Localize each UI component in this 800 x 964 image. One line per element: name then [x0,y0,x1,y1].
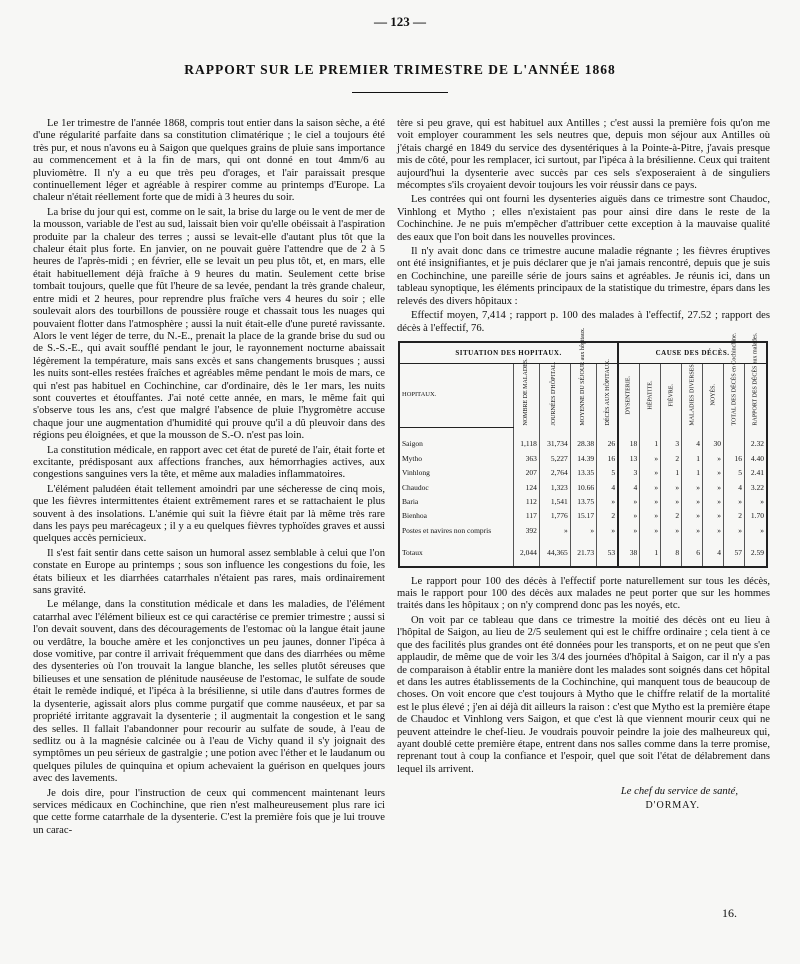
hospital-statistics-table [398,328,768,568]
title-rule [352,92,448,93]
paragraph: La constitution médicale, en rapport avec cet état de pureté de l'air, était forte et excitante, prédisposant aux affections franches, aux hémorrhagies actives, aux congestions sanguines vers la tête, et même aux maladies inflammatoires. [33,444,385,481]
table-cell: 38 [618,538,640,566]
table-cell: 1.70 [744,509,767,523]
table-cell: » [703,481,724,495]
paragraph: L'élément paludéen était tellement amoindri par une sécheresse de cinq mois, que les fièvres intermittentes étaient extrêmement rares et se rattachaient le plus souvent à des insolations. L'anémie qui suit la fièvre était par là même très rare dans les pays peu marécageux ; il y a eu quelques fièvres typhoïdes graves et aussi quelques accès pernicieux. [33,483,385,545]
table-cell: » [682,481,703,495]
table-cell: » [618,495,640,509]
table-group-header: SITUATION DES HOPITAUX. [399,342,618,364]
table-cell: 14.39 [570,452,596,466]
table-column-header: RAPPORT DES DÉCÈS aux malades. [744,363,767,428]
table-column-header: MALADIES DIVERSES. [682,363,703,428]
table-cell: 13 [618,452,640,466]
table-row [399,481,767,495]
table-cell: 31,734 [539,428,570,452]
paragraph: Le 1er trimestre de l'année 1868, compris tout entier dans la saison sèche, a été d'une régularité parfaite dans sa constitution climatérique ; le ciel a toujours été très pur, et nous n'avons eu à Saigon que quelques grains de pluie sans importance au commencement et à la fin de mars, qui ont donné en tout 4mm/6 au pluviomètre. Il n'y a eu que très peu d'orages, et l'air paraissait presque continuellement léger et agréable à respirer comme au printemps d'Europe. La chaleur n'était réellement forte que de midi à 3 heures du soir. [33,118,385,204]
table-cell: 5 [724,466,745,480]
table-cell: 4 [597,481,619,495]
table-cell: 4.40 [744,452,767,466]
table-cell: 2 [661,509,682,523]
table-cell [724,428,745,452]
table-row [399,428,767,452]
hospital-name-cell: Postes et navires non compris [402,525,492,535]
sheet-number: 16. [722,906,737,920]
paragraph: tère si peu grave, qui est habituel aux Antilles ; c'est aussi la première fois qu'on me voit employer couramment les sels neutres que, depuis mon séjour aux Antilles où j'étais chargé en 1849 du service des dysentériques à la Pointe-à-Pitre, j'avais presque mis de côté, pour les remplacer, ici surtout, par l'ipéca à la brésilienne. Ceux qui traitent aujourd'hui la dysenterie avec succès par ces sels s'exposeraient à de singuliers mécomptes s'ils croyaient devoir toujours les voir réussir dans ce pays. [397,118,770,192]
paragraph: Effectif moyen, 7,414 ; rapport p. 100 des malades à l'effectif, 27.52 ; rapport des décès à l'effectif, 76. [397,310,770,334]
table-cell: 2 [661,452,682,466]
table-cell: 28.38 [570,428,596,452]
table-cell: 3.22 [744,481,767,495]
table-cell: 16 [724,452,745,466]
hospital-name-cell: Vinhlong [402,468,430,478]
table-body [399,428,767,567]
hospital-name-cell: Mytho [402,453,423,463]
table-row [399,524,767,538]
table-cell: 1 [661,466,682,480]
table-group-header: CAUSE DES DÉCÈS. [618,342,767,364]
table-cell: » [618,509,640,523]
paragraph: Je dois dire, pour l'instruction de ceux qui commencent maintenant leurs services médicaux en Cochinchine, que rien n'est malheureusement plus rare ici que cette forme catarrhale de la dysenterie. C'est la première fois que je lui trouve un carac- [33,787,385,836]
table-cell: 16 [597,452,619,466]
table-cell: 1 [682,452,703,466]
table-cell: 392 [513,524,539,538]
table-cell: » [703,495,724,509]
table-cell: » [640,524,661,538]
paragraph: Il s'est fait sentir dans cette saison un humoral assez semblable à celui que l'on constate en Europe au printemps ; sous son influence les congestions du foie, les états bilieux et les diarrhées catarrhales n'étaient pas rares, mais ordinairement sans gravité. [33,547,385,597]
table-cell: 21.73 [570,538,596,566]
signature-name: D'ORMAY. [645,799,700,811]
table-cell: 8 [661,538,682,566]
table-row [399,509,767,523]
table-cell: 1 [682,466,703,480]
table-cell: 2 [597,509,619,523]
table-cell: 3 [618,466,640,480]
paragraph: Il n'y avait donc dans ce trimestre aucune maladie régnante ; les fièvres éruptives ont été insignifiantes, et je puis déclarer que je n'ai jamais rencontré, depuis que je suis en Cochinchine, une pareille série de jours sains et agréables. Je réunis ici, dans un tableau synoptique, les éléments principaux de la statistique du trimestre, épars dans les relevés des divers hôpitaux : [397,246,770,307]
table-cell: 13.75 [570,495,596,509]
table-cell: 124 [513,481,539,495]
table-cell: 2 [724,509,745,523]
table-column-header: DYSENTERIE. [618,363,640,428]
table-column-header: FIÈVRE. [661,363,682,428]
table-cell: 18 [618,428,640,452]
table-cell: 2,044 [513,538,539,566]
table-cell: » [618,524,640,538]
table-cell: 1,776 [539,509,570,523]
table-cell: » [682,495,703,509]
paragraph: Le mélange, dans la constitution médicale et dans les maladies, de l'élément catarrhal avec l'élément bilieux est ce qui caractérise ce premier trimestre ; aussi si l'on devait souvent, dans des découragements de l'estomac où la langue était jaune ou verdâtre, la bouche amère et les conjonctives un peu jaunes, donner l'ipéca à dose vomitive, par contre il arrivait fréquemment que dans des diarrhées ou même des dysenteries où l'on trouvait la langue blanche, les selles plutôt séreuses que bilieuses et une sensation de plénitude nauséeuse de l'estomac, le sulfate de soude était le remède indiqué, et l'ipéca à la brésilienne, si utile dans d'autres formes de la dysenterie, agissait alors plus comme purgatif que comme nauséeux, et par sa propriété irritante aggravait la dysenterie ; il augmentait la congestion et le sang des selles. Il fallait l'abandonner pour recourir au sulfate de soude, à l'eau de sedlitz ou à la magnésie calcinée ou à l'eau de Vichy quand il s'y joignait des symptômes un peu sérieux de gastralgie ; une potion avec l'éther et le laudanum ou quelques pilules de quinquina et opium achevaient la guérison en quelques jours avec des lavements. [33,599,385,785]
table-cell: » [539,524,570,538]
table-row [399,466,767,480]
hospital-name-cell: Baria [402,497,419,507]
hospital-name-cell: Saigon [402,439,423,449]
hospital-name-cell: Chaudoc [402,482,429,492]
table-cell: » [640,495,661,509]
table-cell: » [661,524,682,538]
table-cell: 2.32 [744,428,767,452]
table-cell: » [744,495,767,509]
table-cell: 10.66 [570,481,596,495]
table-cell: 26 [597,428,619,452]
right-column [397,118,770,812]
signature-line: Le chef du service de santé, [620,786,738,798]
table-cell: 3 [661,428,682,452]
table-cell: 117 [513,509,539,523]
table-cell: 13.35 [570,466,596,480]
table-cell: » [661,481,682,495]
table-cell: » [570,524,596,538]
table-cell: 53 [597,538,619,566]
table-cell: 4 [724,481,745,495]
table-cell: 1,541 [539,495,570,509]
table-cell: 57 [724,538,745,566]
table-cell: 2.41 [744,466,767,480]
table-cell: 15.17 [570,509,596,523]
table-column-header: MOYENNE DU SÉJOUR aux hôpitaux. [570,363,596,428]
page-number: — 123 — [374,14,426,29]
paragraph: On voit par ce tableau que dans ce trimestre la moitié des décès ont eu lieu à l'hôpital de Saigon, au lieu de 2/5 seulement qui est le chiffre ordinaire ; cela tient à ce que des facilités plus grandes ont été données pour les transports, et on ne peut que s'en applaudir, de même que de voir les 3/4 des journées d'hôpital à Saigon, car il n'y a pas de comparaison à établir entre la manière dont les malades sont soignés dans cet hôpital et dans les autres établissements de la Cochinchine, qui manquent tous de beaucoup de choses. On voit encore que c'est toujours à Mytho que le chiffre relatif de la mortalité est le plus élevé ; j'en ai déjà dit ailleurs la raison : c'est que Mytho est la première étape de Chaudoc et Vinhlong vers Saigon, et que c'est là que viennent mourir ceux qui ne peuvent atteindre le chef-lieu. Je voudrais pouvoir peindre la joie des malheureux qui, ayant doublé cette première étape, entrent dans nos salles comme dans la terre promise, reprenant tout à coup la confiance et l'espoir, quel que soit l'état de délabrement dans lequel ils arrivent. [397,614,770,775]
paragraph: Le rapport pour 100 des décès à l'effectif porte naturellement sur tous les décès, mais le rapport pour 100 des décès aux malades ne peut porter que sur les hommes traités dans les hôpitaux ; on n'y comprend donc pas les noyés, etc. [397,575,770,612]
table-total-row [399,538,767,566]
table-cell: 44,365 [539,538,570,566]
table-cell: » [640,509,661,523]
table-cell: » [640,481,661,495]
table-cell: 6 [682,538,703,566]
table-column-header: NOMBRE DE MALADES. [513,363,539,428]
table-row [399,452,767,466]
table-column-header: TOTAL DES DÉCÈS en Cochinchine. [724,363,745,428]
table-cell: 4 [703,538,724,566]
table-cell: 5 [597,466,619,480]
table-cell: » [682,524,703,538]
table-cell: » [703,466,724,480]
left-column [33,118,385,839]
table-cell: » [597,495,619,509]
table-cell: » [661,495,682,509]
table-cell: 363 [513,452,539,466]
table-cell: 112 [513,495,539,509]
table-cell: » [640,466,661,480]
table-row [399,495,767,509]
table-cell: 1,118 [513,428,539,452]
table-cell: 1,323 [539,481,570,495]
hospital-name-cell: Totaux [402,548,423,558]
table-cell: 1 [640,428,661,452]
paragraph: Les contrées qui ont fourni les dysenteries aiguës dans ce trimestre sont Chaudoc, Vinhlong et Mytho ; elles n'existaient pas pour ainsi dire dans le reste de la Cochinchine. Je ne puis m'empêcher d'attribuer cette exception à la mauvaise qualité des eaux que l'on boit dans les nouvelles provinces. [397,194,770,243]
page-title: RAPPORT SUR LE PREMIER TRIMESTRE DE L'ANNÉE 1868 [184,62,616,77]
table-cell: » [724,524,745,538]
table-column-header: DÉCÈS AUX HÔPITAUX. [597,363,619,428]
table-cell: » [640,452,661,466]
table-cell: 2,764 [539,466,570,480]
table-cell: 5,227 [539,452,570,466]
table-column-header: JOURNÉES D'HÔPITAL. [539,363,570,428]
table-cell: 4 [618,481,640,495]
paragraph: La brise du jour qui est, comme on le sait, la brise du large ou le vent de mer de la mousson, variable de l'est au sud, laissait bien voir qu'elle obéissait à l'aspiration produite par la chaleur des terres ; aussi se levait-elle d'autant plus tôt que la chaleur était plus forte. En janvier, on ne pouvait guère l'attendre que de 2 à 5 heures de l'après-midi ; en février, elle se levait un peu plus tôt, et, en mars, elle était habituellement déjà fraîche à 9 heures du matin. Seulement cette brise tombait toujours, quelle que fût l'heure de sa levée, pendant la très grande chaleur, entre midi et 2 heures, pour reprendre plus fraîche vers 4 heures du soir ; elle soulevait alors des tourbillons de poussière rouge et chassait tous les nuages qui pouvaient flotter dans l'atmosphère ; aussi la nuit était-elle d'une pureté ravissante. Alors le vent léger de terre, du N.-E., prenait la place de la grande brise du sud ou de S.-S.-E., qui avait soufflé pendant le jour, le rayonnement nocturne abaissait légèrement la température, mais sans excès et sans changements brusques ; aussi les nuits sont-elles restées fraîches et agréables même pendant le mois de mars, ce qui n'est pas habituel en Cochinchine, car d'ordinaire, dès le 1er mars, les nuits sont couvertes et étouffantes. J'ai noté cette année, en mars, le même fait qui s'observe tous les ans, c'est que malgré l'absence de pluie l'hygromètre accuse chaque jour une augmentation d'humidité qui prouve qu'il a dû pleuvoir dans des régions peu éloignées, et que la mousson de S.-O. n'est pas loin. [33,206,385,442]
table-cell: 2.59 [744,538,767,566]
table-column-header: HOPITAUX. [399,363,513,428]
table-column-header: NOYÉS. [703,363,724,428]
table-cell: » [703,524,724,538]
table-cell: 207 [513,466,539,480]
table-cell: » [703,452,724,466]
table-cell: » [744,524,767,538]
hospital-name-cell: Bienhoa [402,511,427,521]
table-column-header: HÉPATITE. [640,363,661,428]
table-cell: » [597,524,619,538]
table-cell: 30 [703,428,724,452]
table-cell: » [703,509,724,523]
table-cell: » [724,495,745,509]
table-cell: » [682,509,703,523]
table-cell: 4 [682,428,703,452]
table-cell: 1 [640,538,661,566]
